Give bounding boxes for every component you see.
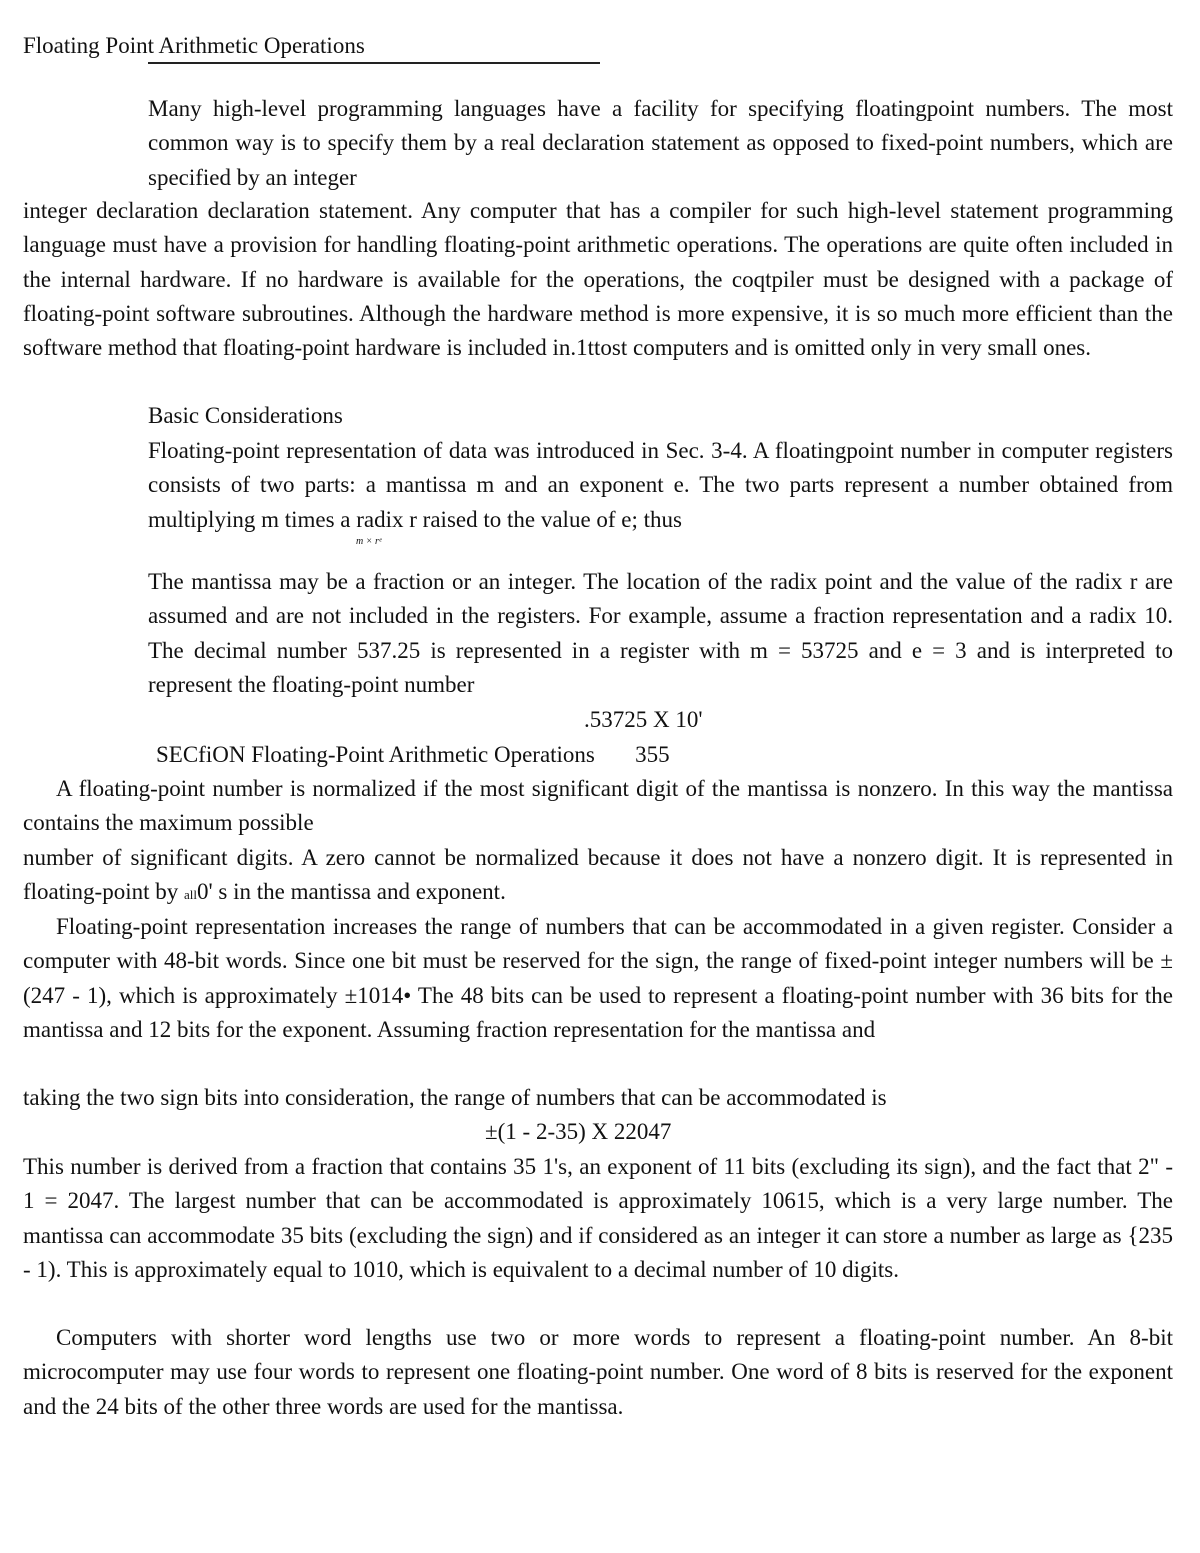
paragraph-mantissa: The mantissa may be a fraction or an integer. The location of the radix point and the value of the radix r are assumed and are not included in the registers. For example, assume a fraction representation and a radix 10. The decimal number 537.25 is represented in a register with m = 53725 and e = 3 and is interpreted to represent the floating-point number: [148, 569, 1173, 697]
paragraph-sign-bits: taking the two sign bits into consideration, the range of numbers that can be accommodated is: [23, 1085, 887, 1110]
paragraph-word-lengths: Computers with shorter word lengths use two or more words to represent a floating-point number. An 8-bit microcomputer may use four words to represent one floating-point number. One word of 8 bits is reserved for the exponent and the 24 bits of the other three words are used for the mantissa.: [23, 1325, 1173, 1419]
paragraph-compiler: integer declaration declaration statement. Any computer that has a compiler for such high-level statement programming language must have a provision for handling floating-point arithmetic operations. The operations are quite often included in the internal hardware. If no hardware is available for the operations, the coqtpiler must be designed with a package of floating-point software subroutines. Although the hardware method is more expensive, it is so much more efficient than the software method that floating-point hardware is included in.1ttost computers and is omitted only in very small ones.: [23, 198, 1173, 361]
paragraph-intro: Many high-level programming languages have a facility for specifying floatingpoint numbers. The most common way is to specify them by a real declaration statement as opposed to fixed-point numbers, which are specified by an integer: [148, 96, 1173, 190]
section-heading-basic-considerations: Basic Considerations: [148, 403, 343, 428]
page-footer: SECfiON Floating-Point Arithmetic Operations 355: [156, 742, 670, 767]
paragraph-representation: Floating-point representation of data was introduced in Sec. 3-4. A floatingpoint number in computer registers consists of two parts: a mantissa m and an exponent e. The two parts represent a number obtained from multiplying m times a radix r raised to the value of e; thus: [148, 438, 1173, 532]
paragraph-zero-start: number of significant digits. A zero cannot be normalized because it does not have a nonzero digit. It is represented in floating-point by: [23, 845, 1173, 905]
formula-m-times-r-e: m × rᵉ: [356, 536, 382, 547]
equation-range: ±(1 - 2-35) X 22047: [485, 1119, 672, 1144]
paragraph-derivation: This number is derived from a fraction that contains 35 1's, an exponent of 11 bits (excluding its sign), and the fact that 2" - 1 = 2047. The largest number that can be accommodated is approximately 10615, which is a very large number. The mantissa can accommodate 35 bits (excluding the sign) and if considered as an integer it can store a number as large as {235 - 1). This is approximately equal to 1010, which is equivalent to a decimal number of 10 digits.: [23, 1154, 1173, 1282]
paragraph-range: Floating-point representation increases the range of numbers that can be accommodated in a given register. Consider a computer with 48-bit words. Since one bit must be reserved for the sign, the range of fixed-point integer numbers will be ±(247 - 1), which is approximately ±1014• The 48 bits can be used to represent a floating-point number with 36 bits for the mantissa and 12 bits for the exponent. Assuming fraction representation for the mantissa and: [23, 914, 1173, 1042]
title-underline: [148, 62, 600, 64]
paragraph-normalized: A floating-point number is normalized if the most significant digit of the mantissa is nonzero. In this way the mantissa contains the maximum possible: [23, 776, 1173, 836]
document-title: Floating Point Arithmetic Operations: [23, 33, 365, 58]
paragraph-zero-small: all: [183, 887, 197, 903]
paragraph-zero: [23, 841, 1173, 913]
equation-53725: .53725 X 10': [584, 707, 703, 732]
paragraph-zero-end: 0' s in the mantissa and exponent.: [196, 879, 506, 905]
